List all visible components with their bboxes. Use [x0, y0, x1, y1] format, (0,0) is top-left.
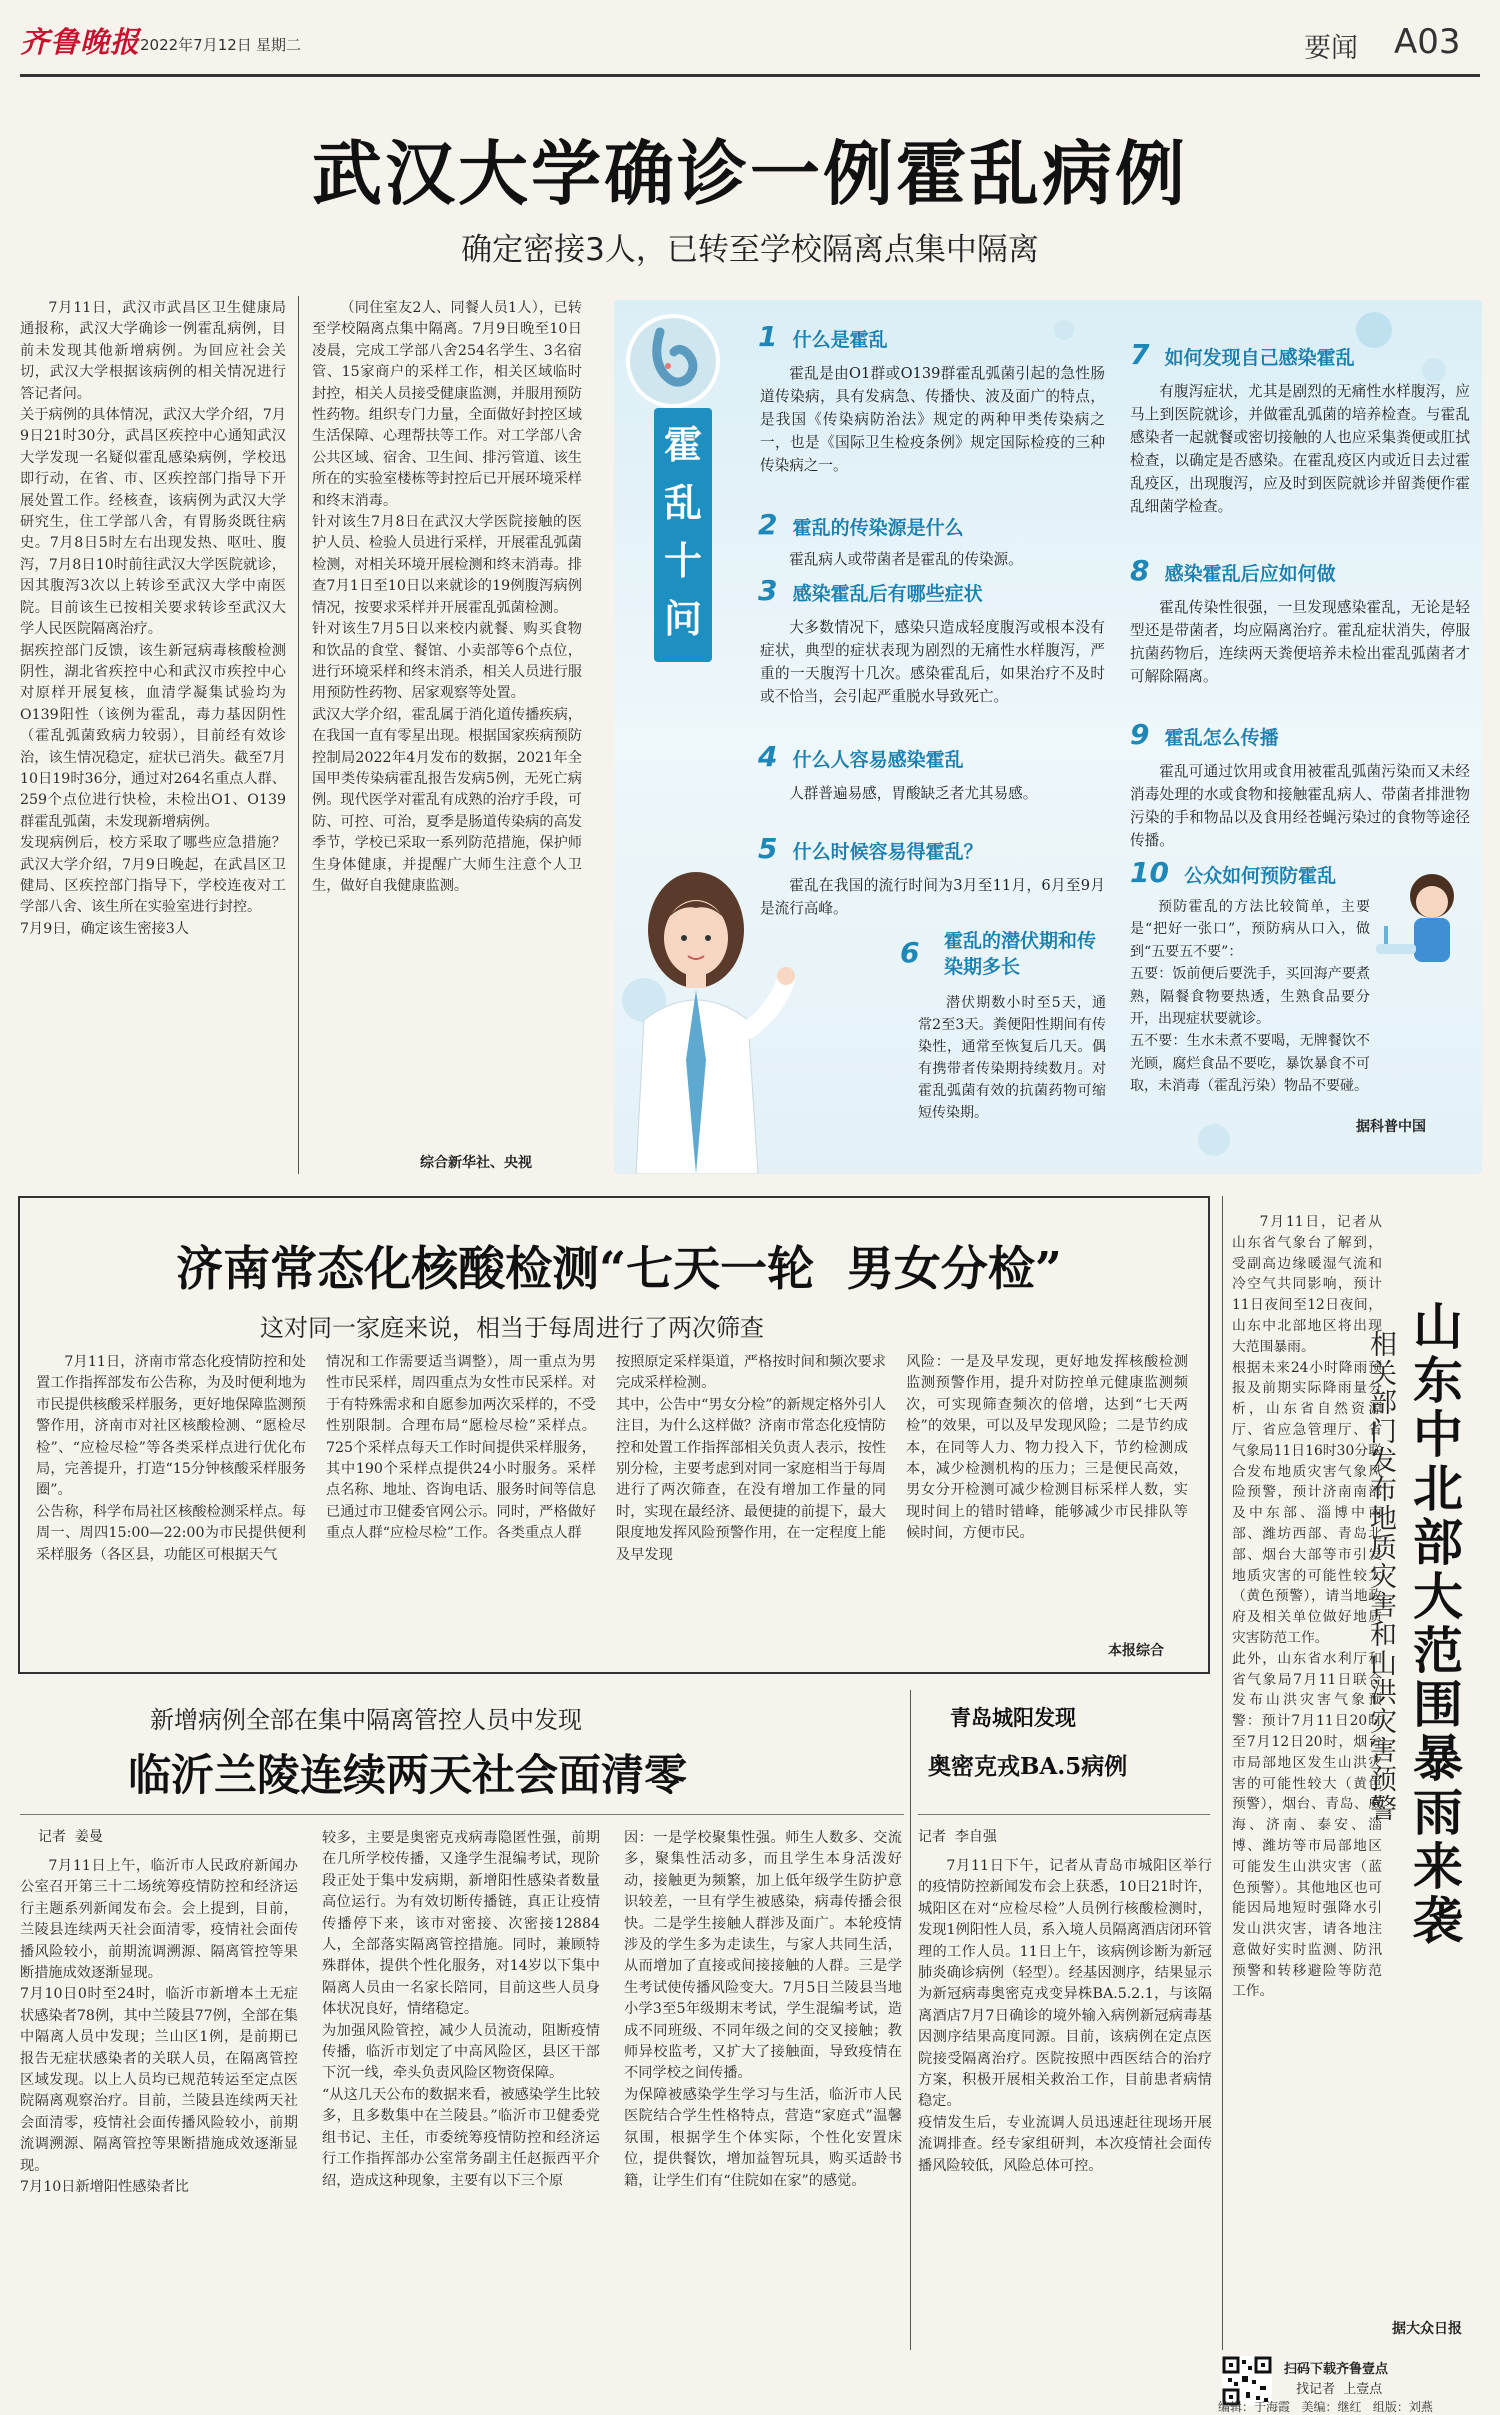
- story3-headline: 临沂兰陵连续两天社会面清零: [128, 1751, 687, 1801]
- qa-item-4: [758, 740, 1108, 773]
- qa-item-2: [758, 508, 1108, 541]
- qa-item-10: [1130, 856, 1470, 889]
- masthead-logo: 齐鲁晚报: [20, 25, 141, 59]
- qa-number: 2: [758, 508, 778, 541]
- qa-number: 7: [1130, 338, 1150, 371]
- qa-question: 霍乱怎么传播: [1164, 727, 1279, 749]
- qa-credit: 据科普中国: [1356, 1119, 1426, 1135]
- story3-kicker: 新增病例全部在集中隔离管控人员中发现: [150, 1706, 582, 1734]
- qa-question: 如何发现自己感染霍乱: [1164, 347, 1355, 369]
- story5-column-1: 7月11日，记者从山东省气象台了解到，受副高边缘暖湿气流和冷空气共同影响，预计11日夜间至12日夜间，山东中北部地区将出现大范围暴雨。 根据未来24小时降雨预报及前期实际降雨量分析，山东省自然资源厅、省应急管理厅、省气象局11日16时30分联合发布地质灾害气象风险预警，预计济南南部及中东部、淄博中南部、潍坊西部、青岛北部、烟台大部等市引发地质灾害的可能性较大（黄色预警），请当地政府及相关单位做好地质灾害防范工作。 此外，山东省水利厅和省气象局7月11日联合发布山洪灾害气象预警：预计7月11日20时至7月12日20时，烟台市局部地区发生山洪灾害的可能性较大（黄色预警），烟台、青岛、威海、济南、泰安、淄博、潍坊等市局部地区可能发生山洪灾害（蓝色预警）。其他地区也可能因局地短时强降水引发山洪灾害，请各地注意做好实时监测、防汛预警和转移避险等防范工作。: [1232, 1214, 1382, 2000]
- qa-answer: 大多数情况下，感染只造成轻度腹泻或根本没有症状，典型的症状表现为剧烈的无痛性水样腹泻，严重的一天腹泻十几次。感染霍乱后，如果治疗不及时或不恰当，会引起严重脱水导致死亡。: [760, 619, 1105, 705]
- qa-answer: 霍乱传染性很强，一旦发现感染霍乱，无论是轻型还是带菌者，均应隔离治疗。霍乱症状消失，停服抗菌药物后，连续两天粪便培养未检出霍乱弧菌者才可解除隔离。: [1130, 599, 1470, 685]
- editor-credits: 编辑：于海霞 美编：继红 组版：刘燕: [1218, 2400, 1433, 2414]
- story3-column-1: 7月11日上午，临沂市人民政府新闻办公室召开第三十二场统筹疫情防控和经济运行主题系列新闻发布会。会上提到，目前，兰陵县连续两天社会面清零，疫情社会面传播风险较小，前期流调溯源、隔离管控等果断措施成效逐渐显现。 7月10日0时至24时，临沂市新增本土无症状感染者78例，其中兰陵县77例，全部在集中隔离人员中发现；兰山区1例，是前期已报告无症状感染者的关联人员，在隔离管控区域发现。以上人员均已规范转运至定点医院隔离观察治疗。目前，兰陵县连续两天社会面清零，疫情社会面传播风险较小，前期流调溯源、隔离管控等果断措施成效逐渐显现。 7月10日新增阳性感染者比: [20, 1858, 298, 2196]
- issue-weekday: 星期二: [256, 36, 302, 54]
- qa-number: 9: [1130, 718, 1150, 751]
- story4-reporter: 记者 李自强: [918, 1829, 997, 1845]
- qa-number: 5: [758, 832, 778, 865]
- story4-rule: [918, 1814, 1210, 1815]
- story2-column-1: 7月11日，济南市常态化疫情防控和处置工作指挥部发布公告称，为及时便利地为市民提供核酸采样服务，更好地保障监测预警作用，济南市对社区核酸检测、“愿检尽检”、“应检尽检”等各类采样点进行优化布局，完善提升，打造“15分钟核酸采样服务圈”。 公告称，科学布局社区核酸检测采样点。每周一、周四15:00—22:00为市民提供便利采样服务（各区县，功能区可根据天气: [36, 1354, 306, 1563]
- story3-column-2: 较多，主要是奥密克戎病毒隐匿性强，前期在几所学校传播，又逢学生混编考试，现阶段正处于集中发病期，新增阳性感染者数量高位运行。为有效切断传播链，真正让疫情传播停下来，该市对密接、次密接12884人，全部落实隔离管控措施。同时，兼顾特殊群体，提供个性化服务，对14岁以下集中隔离人员由一名家长陪同，目前这些人员身体状况良好，情绪稳定。 为加强风险管控，减少人员流动，阻断疫情传播，临沂市划定了中高风险区，县区干部下沉一线，牵头负责风险区物资保障。 “从这几天公布的数据来看，被感染学生比较多，且多数集中在兰陵县。”临沂市卫健委党组书记、主任，市委统筹疫情防控和经济运行工作指挥部办公室常务副主任赵振西平介绍，造成这种现象，主要有以下三个原: [322, 1830, 600, 2189]
- issue-date: 2022年7月12日: [140, 36, 252, 54]
- qa-item-1: [758, 320, 1108, 353]
- story1-subhead: 确定密接3人，已转至学校隔离点集中隔离: [461, 232, 1039, 268]
- qa-item-8: [1130, 554, 1470, 587]
- story5-subhead: 相关部门发布地质灾害和山洪灾害预警: [1365, 1330, 1396, 1823]
- qr-caption: 找记者 上壹点: [1296, 2382, 1383, 2397]
- qa-question: 公众如何预防霍乱: [1184, 865, 1337, 887]
- story1-column-1: 7月11日，武汉市武昌区卫生健康局通报称，武汉大学确诊一例霍乱病例，目前未发现其他新增病例。为回应社会关切，武汉大学根据该病例的相关情况进行答记者问。 关于病例的具体情况，武汉大学介绍，7月9日21时30分，武昌区疾控中心通知武汉大学发现一名疑似霍乱感染病例，学校迅即行动，在省、市、区疾控部门指导下开展处置工作。经核查，该病例为武汉大学研究生，住工学部八舍，有胃肠炎既往病史。7月8日5时左右出现发热、呕吐、腹泻，7月8日10时前往武汉大学医院就诊，因其腹泻3次以上转诊至武汉大学中南医院。目前该生已按相关要求转诊至武汉大学人民医院隔离治疗。 据疾控部门反馈，该生新冠病毒核酸检测阴性，湖北省疾控中心和武汉市疾控中心对原样开展复核，血清学凝集试验均为O139阳性（该例为霍乱，毒力基因阴性（霍乱弧菌致病力较弱），目前经有效诊治，该生情况稳定，症状已消失。截至7月10日19时36分，通过对264名重点人群、259个点位进行快检，未检出O1、O139群霍乱弧菌，未发现新增病例。 发现病例后，校方采取了哪些应急措施？武汉大学介绍，7月9日晚起，在武昌区卫健局、区疾控部门指导下，学校连夜对工学部八舍、该生所在实验室进行封控。 7月9日，确定该生密接3人: [20, 300, 286, 937]
- section-name: 要闻: [1304, 33, 1358, 64]
- qa-number: 1: [758, 320, 778, 353]
- qa-title-char: 乱: [663, 480, 702, 525]
- qa-answer: 霍乱可通过饮用或食用被霍乱弧菌污染而又未经消毒处理的水或食物和接触霍乱病人、带菌者排泄物污染的手和物品以及食用经苍蝇污染过的食物等途径传播。: [1130, 763, 1470, 849]
- qa-number: 6: [900, 936, 920, 969]
- qa-answer: 霍乱在我国的流行时间为3月至11月，6月至9月是流行高峰。: [760, 877, 1105, 917]
- story1-headline: 武汉大学确诊一例霍乱病例: [312, 132, 1188, 215]
- column-divider: [298, 296, 299, 1174]
- qa-vertical-title: [654, 408, 712, 662]
- story3-rule: [20, 1814, 904, 1815]
- qa-number: 10: [1130, 856, 1169, 889]
- story1-credit: 综合新华社、央视: [420, 1155, 532, 1171]
- stomach-emblem-icon: [626, 314, 720, 408]
- qa-answer: 预防霍乱的方法比较简单，主要是“把好一张口”，预防病从口入，做到“五要五不要”： 五要：饭前便后要洗手，买回海产要煮熟，隔餐食物要热透，生熟食品要分开，出现症状要就诊。 五不要：生水未煮不要喝，无牌餐饮不光顾，腐烂食品不要吃，暴饮暴食不可取，未消毒（霍乱污染）物品不要碰。: [1130, 899, 1370, 1095]
- qa-answer: 霍乱是由O1群或O139群霍乱弧菌引起的急性肠道传染病，具有发病急、传播快、波及面广的特点，是我国《传染病防治法》规定的两种甲类传染病之一，也是《国际卫生检疫条例》规定国际检疫的三种传染病之一。: [760, 365, 1105, 474]
- qa-title-char: 十: [663, 538, 702, 583]
- qa-number: 4: [758, 740, 778, 773]
- qr-caption: 扫码下载齐鲁壹点: [1284, 2362, 1389, 2377]
- qa-question: 感染霍乱后有哪些症状: [792, 583, 983, 605]
- qa-question: 霍乱的传染源是什么: [792, 517, 964, 539]
- story5-headline: 山东中北部大范围暴雨来袭: [1405, 1300, 1464, 1948]
- qa-title-char: 霍: [663, 422, 702, 467]
- qa-title-char: 问: [663, 596, 702, 641]
- story4-headline: 奥密克戎BA.5病例: [928, 1753, 1128, 1780]
- story2-subhead: 这对同一家庭来说，相当于每周进行了两次筛查: [260, 1314, 764, 1342]
- qa-answer: 潜伏期数小时至5天，通常2至3天。粪便阳性期间有传染性，通常至恢复后几天。偶有携带者传染期持续数月。对霍乱弧菌有效的抗菌药物可缩短传染期。: [918, 995, 1106, 1121]
- qa-item-6: [900, 928, 1110, 980]
- header-rule: [20, 74, 1480, 77]
- qa-number: 8: [1130, 554, 1150, 587]
- qa-answer: 霍乱病人或带菌者是霍乱的传染源。: [789, 551, 1023, 568]
- qa-question: 感染霍乱后应如何做: [1164, 563, 1336, 585]
- story4-body: 7月11日下午，记者从青岛市城阳区举行的疫情防控新闻发布会上获悉，10日21时许，城阳区在对“应检尽检”人员例行核酸检测时，发现1例阳性人员，系入境人员隔离酒店闭环管理的工作人员。11日上午，该病例诊断为新冠肺炎确诊病例（轻型）。经基因测序，结果显示为新冠病毒奥密克戎变异株BA.5.2.1，与该隔离酒店7月7日确诊的境外输入病例新冠病毒基因测序结果高度同源。目前，该病例在定点医院接受隔离治疗。医院按照中西医结合的治疗方案，积极开展相关救治工作，目前患者病情稳定。 疫情发生后，专业流调人员迅速赶往现场开展流调排查。经专家组研判，本次疫情社会面传播风险较低，风险总体可控。: [918, 1858, 1212, 2174]
- story2-column-3: 按照原定采样渠道，严格按时间和频次要求完成采样检测。 其中，公告中“男女分检”的新规定格外引人注目，为什么这样做？济南市常态化疫情防控和处置工作指挥部相关负责人表示，按性别分检，主要考虑到对同一家庭相当于每周进行了两次筛查，在没有增加工作量的同时，实现在最经济、最便捷的前提下，最大限度地发挥风险预警作用，在一定程度上能及早发现: [616, 1354, 886, 1563]
- qa-number: 3: [758, 574, 778, 607]
- story2-column-4: 风险：一是及早发现，更好地发挥核酸检测监测预警作用，提升对防控单元健康监测频次，可实现筛查频次的倍增，达到“七天两检”的效果，可以及早发现风险；二是节约成本，在同等人力、物力投入下，节约检测成本，减少检测机构的压力；三是便民高效，男女分开检测可减少检测目标采样人数，实现时间上的错时错峰，能够减少市民排队等候时间，方便市民。: [906, 1354, 1188, 1542]
- story2-headline: 济南常态化核酸检测“七天一轮 男女分检”: [176, 1242, 1062, 1297]
- column-divider: [1222, 1196, 1223, 2350]
- qa-question: 霍乱的潜伏期和传染期多长: [944, 930, 1097, 978]
- story2-credit: 本报综合: [1108, 1643, 1164, 1659]
- qa-item-3: [758, 574, 1108, 607]
- qa-item-5: [758, 832, 1108, 865]
- qa-question: 什么人容易感染霍乱: [792, 749, 964, 771]
- qa-question: 什么是霍乱: [792, 329, 888, 351]
- story4-kicker: 青岛城阳发现: [950, 1705, 1076, 1730]
- qa-question: 什么时候容易得霍乱？: [792, 841, 983, 863]
- column-divider: [910, 1690, 911, 2350]
- story3-reporter: 记者 姜曼: [38, 1829, 103, 1845]
- qa-answer: 人群普遍易感，胃酸缺乏者尤其易感。: [789, 785, 1038, 802]
- story2-column-2: 情况和工作需要适当调整），周一重点为男性市民采样，周四重点为女性市民采样。对于有特殊需求和自愿参加两次采样的，不受性别限制。合理布局“愿检尽检”采样点。725个采样点每天工作时间提供采样服务，其中190个采样点提供24小时服务。采样点名称、地址、咨询电话、服务时间等信息已通过市卫健委官网公示。同时，严格做好重点人群“应检尽检”工作。各类重点人群: [326, 1354, 596, 1542]
- story3-column-3: 因：一是学校聚集性强。师生人数多、交流多，聚集性活动多，而且学生本身活泼好动，接触更为频繁，加上低年级学生防护意识较差，一旦有学生被感染，病毒传播会很快。二是学生接触人群涉及面广。本轮疫情涉及的学生多为走读生，与家人共同生活，从而增加了直接或间接接触的人群。三是学生考试使传播风险变大。7月5日兰陵县当地小学3至5年级期末考试，学生混编考试，造成不同班级、不同年级之间的交叉接触；教师异校监考，又扩大了接触面，导致疫情在不同学校之间传播。 为保障被感染学生学习与生活，临沂市人民医院结合学生性格特点，营造“家庭式”温馨氛围，根据学生个体实际，个性化安置床位，提供餐饮，增加益智玩具，购买适龄书籍，让学生们有“住院如在家”的感觉。: [624, 1830, 902, 2189]
- story1-column-2: （同住室友2人、同餐人员1人），已转至学校隔离点集中隔离。7月9日晚至10日凌晨，完成工学部八舍254名学生、3名宿管、15家商户的采样工作，相关区域临时封控，相关人员接受健康监测，并服用预防性药物。组织专门力量，全面做好封控区域生活保障、心理帮扶等工作。对工学部八舍公共区域、宿舍、卫生间、排污管道、该生所在的实验室楼栋等封控后已开展环境采样和终末消毒。 针对该生7月8日在武汉大学医院接触的医护人员、检验人员进行采样，开展霍乱弧菌检测，对相关环境开展检测和终末消毒。排查7月1日至10日以来就诊的19例腹泻病例情况，按要求采样并开展霍乱弧菌检测。 针对该生7月5日以来校内就餐、购买食物和饮品的食堂、餐馆、小卖部等6个点位，进行环境采样和终末消杀，相关人员进行服用预防性药物、居家观察等处置。 武汉大学介绍，霍乱属于消化道传播疾病，在我国一直有零星出现。根据国家疾病预防控制局2022年4月发布的数据，2021年全国甲类传染病霍乱报告发病5例，无死亡病例。现代医学对霍乱有成熟的治疗手段，可防、可控、可治，夏季是肠道传染病的高发季节，学校已采取一系列防范措施，保护师生身体健康，并提醒广大师生注意个人卫生，做好自我健康监测。: [312, 300, 582, 894]
- qa-item-7: [1130, 338, 1470, 371]
- qa-item-9: [1130, 718, 1470, 751]
- story5-credit: 据大众日报: [1392, 2321, 1462, 2337]
- page-number: A03: [1394, 22, 1461, 62]
- qa-answer: 有腹泻症状，尤其是剧烈的无痛性水样腹泻，应马上到医院就诊，并做霍乱弧菌的培养检查。与霍乱感染者一起就餐或密切接触的人也应采集粪便或肛拭检查，以确定是否感染。在霍乱疫区内或近日去过霍乱疫区，出现腹泻，应及时到医院就诊并留粪便作霍乱细菌学检查。: [1130, 383, 1470, 515]
